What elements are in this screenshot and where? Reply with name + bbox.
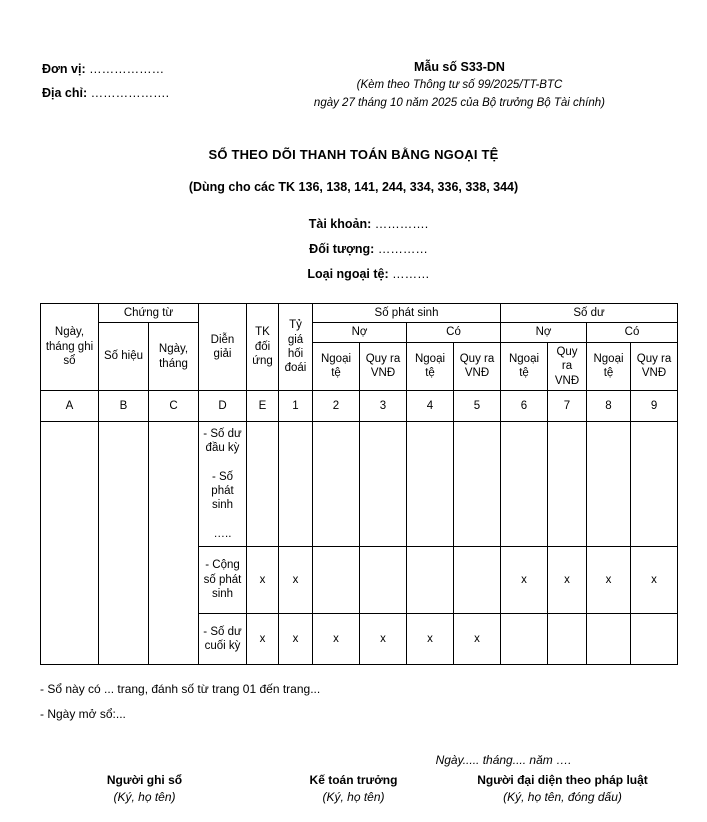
- cell-arising-debit-fc[interactable]: x: [313, 613, 360, 664]
- address-line: [42, 82, 169, 106]
- th-balance-group: Số dư: [501, 304, 678, 323]
- cell-exchange-rate[interactable]: [279, 421, 313, 546]
- cell-balance-debit-vnd[interactable]: [548, 613, 587, 664]
- cell-balance-credit-fc[interactable]: x: [587, 546, 631, 613]
- signature-date-line: Ngày..... tháng.... năm ….: [435, 753, 572, 768]
- organization-block: [42, 58, 169, 113]
- signature-block-chief-accountant: [249, 773, 458, 804]
- th-arising-credit: Có: [407, 323, 501, 342]
- th-arising-debit-vnd: Quy ra VNĐ: [360, 342, 407, 390]
- col-letter: 4: [407, 390, 454, 421]
- signature-role: Người ghi sổ: [106, 773, 183, 788]
- address-value: ……………….: [90, 85, 170, 100]
- org-unit-label: Đơn vị:: [42, 62, 86, 76]
- cell-voucher-date[interactable]: [149, 421, 199, 664]
- signature-row: [0, 773, 707, 804]
- page-title: SỔ THEO DÕI THANH TOÁN BẰNG NGOẠI TỆ: [208, 147, 499, 162]
- cell-exchange-rate[interactable]: x: [279, 546, 313, 613]
- footer-notes: [40, 677, 667, 727]
- desc-line: - Số phát sinh: [211, 470, 234, 512]
- th-balance-credit-fc: Ngoại tệ: [587, 342, 631, 390]
- th-balance-credit-vnd: Quy ra VNĐ: [631, 342, 678, 390]
- cell-balance-credit-vnd[interactable]: [631, 613, 678, 664]
- cell-balance-debit-vnd[interactable]: x: [548, 546, 587, 613]
- th-arising-credit-vnd: Quy ra VNĐ: [454, 342, 501, 390]
- cell-arising-debit-vnd[interactable]: x: [360, 613, 407, 664]
- document-header: [0, 0, 707, 113]
- desc-line: …..: [213, 527, 232, 540]
- object-label: Đối tượng:: [309, 242, 375, 256]
- col-letter: A: [41, 390, 99, 421]
- signature-block-legal-representative: [458, 773, 667, 804]
- cell-arising-credit-vnd[interactable]: x: [454, 613, 501, 664]
- signature-role: Người đại diện theo pháp luật: [477, 773, 648, 788]
- th-voucher-group: Chứng từ: [99, 304, 199, 323]
- col-letter: C: [149, 390, 199, 421]
- table-header-row-1: [41, 304, 678, 323]
- table-row[interactable]: [41, 421, 678, 546]
- col-letter: 7: [548, 390, 587, 421]
- cell-arising-credit-vnd[interactable]: [454, 421, 501, 546]
- org-unit-value: ………………: [89, 62, 165, 76]
- th-description: Diễn giải: [199, 304, 247, 391]
- cell-balance-credit-vnd[interactable]: x: [631, 546, 678, 613]
- col-letter: E: [247, 390, 279, 421]
- col-letter: 2: [313, 390, 360, 421]
- org-unit-line: [42, 58, 169, 82]
- cell-arising-debit-vnd[interactable]: [360, 546, 407, 613]
- col-letter: 3: [360, 390, 407, 421]
- col-letter: 6: [501, 390, 548, 421]
- cell-arising-credit-fc[interactable]: [407, 421, 454, 546]
- cell-balance-credit-vnd[interactable]: [631, 421, 678, 546]
- th-arising-debit: Nợ: [313, 323, 407, 342]
- cell-balance-credit-fc[interactable]: [587, 613, 631, 664]
- cell-balance-debit-fc[interactable]: [501, 613, 548, 664]
- cell-balance-credit-fc[interactable]: [587, 421, 631, 546]
- cell-balance-debit-fc[interactable]: [501, 421, 548, 546]
- cell-account-offset[interactable]: x: [247, 613, 279, 664]
- form-ref-line-2: ngày 27 tháng 10 năm 2025 của Bộ trưởng Bộ Tài chính): [313, 97, 605, 110]
- cell-description[interactable]: [199, 421, 247, 546]
- th-arising-credit-fc: Ngoại tệ: [407, 342, 454, 390]
- th-balance-credit: Có: [587, 323, 678, 342]
- th-balance-debit: Nợ: [501, 323, 587, 342]
- signature-hint: (Ký, họ tên): [113, 790, 176, 805]
- desc-line: - Cộng số phát sinh: [203, 559, 242, 601]
- col-letter: B: [99, 390, 149, 421]
- form-code: Mẫu số S33-DN: [413, 60, 505, 74]
- cell-date-record[interactable]: [41, 421, 99, 664]
- th-balance-debit-fc: Ngoại tệ: [501, 342, 548, 390]
- currency-line: [30, 262, 707, 287]
- page-subtitle: (Dùng cho các TK 136, 138, 141, 244, 334, 336, 338, 344): [188, 180, 519, 194]
- document-meta: [0, 212, 707, 287]
- account-value: ………….: [374, 217, 429, 231]
- th-arising-group: Số phát sinh: [313, 304, 501, 323]
- signature-block-recorder: [40, 773, 249, 804]
- th-voucher-date: Ngày, tháng: [149, 323, 199, 391]
- cell-exchange-rate[interactable]: x: [279, 613, 313, 664]
- th-arising-debit-fc: Ngoại tệ: [313, 342, 360, 390]
- col-letter: 9: [631, 390, 678, 421]
- cell-arising-credit-fc[interactable]: x: [407, 613, 454, 664]
- signature-role: Kế toán trưởng: [309, 773, 398, 788]
- form-ref-line-1: (Kèm theo Thông tư số 99/2025/TT-BTC: [356, 79, 563, 92]
- cell-arising-credit-vnd[interactable]: [454, 546, 501, 613]
- cell-arising-credit-fc[interactable]: [407, 546, 454, 613]
- th-balance-debit-vnd: Quy ra VNĐ: [548, 342, 587, 390]
- note-pages: - Sổ này có ... trang, đánh số từ trang 01 đến trang...: [40, 681, 321, 696]
- object-value: …………: [377, 242, 428, 256]
- cell-balance-debit-fc[interactable]: x: [501, 546, 548, 613]
- th-account-offset: TK đối ứng: [247, 304, 279, 391]
- cell-account-offset[interactable]: x: [247, 546, 279, 613]
- cell-voucher-number[interactable]: [99, 421, 149, 664]
- signature-hint: (Ký, họ tên): [322, 790, 385, 805]
- col-letter: 8: [587, 390, 631, 421]
- address-label: Địa chỉ:: [42, 85, 88, 100]
- col-letter: D: [199, 390, 247, 421]
- note-open-date: - Ngày mở sổ:...: [40, 707, 126, 722]
- col-letter: 1: [279, 390, 313, 421]
- currency-label: Loại ngoại tệ:: [307, 267, 389, 281]
- col-letter: 5: [454, 390, 501, 421]
- th-exchange-rate: Tỷ giá hối đoái: [279, 304, 313, 391]
- table-header-row-2: [41, 323, 678, 342]
- cell-arising-debit-fc[interactable]: [313, 546, 360, 613]
- signature-hint: (Ký, họ tên, đóng dấu): [503, 790, 622, 805]
- form-reference-block: [314, 58, 665, 113]
- table-column-letters-row: [41, 390, 678, 421]
- cell-balance-debit-vnd[interactable]: [548, 421, 587, 546]
- cell-arising-debit-vnd[interactable]: [360, 421, 407, 546]
- cell-description[interactable]: [199, 613, 247, 664]
- th-voucher-number: Số hiệu: [99, 323, 149, 391]
- object-line: [30, 237, 707, 262]
- currency-value: ………: [392, 267, 430, 281]
- desc-line: - Số dư đầu kỳ: [203, 427, 242, 455]
- cell-account-offset[interactable]: [247, 421, 279, 546]
- ledger-table-wrap: [40, 303, 672, 665]
- account-line: [30, 212, 707, 237]
- th-date-record: Ngày, tháng ghi sổ: [41, 304, 99, 391]
- cell-arising-debit-fc[interactable]: [313, 421, 360, 546]
- ledger-table: [40, 303, 678, 665]
- desc-line: - Số dư cuối kỳ: [203, 625, 242, 652]
- cell-description[interactable]: [199, 546, 247, 613]
- account-label: Tài khoản:: [308, 217, 372, 231]
